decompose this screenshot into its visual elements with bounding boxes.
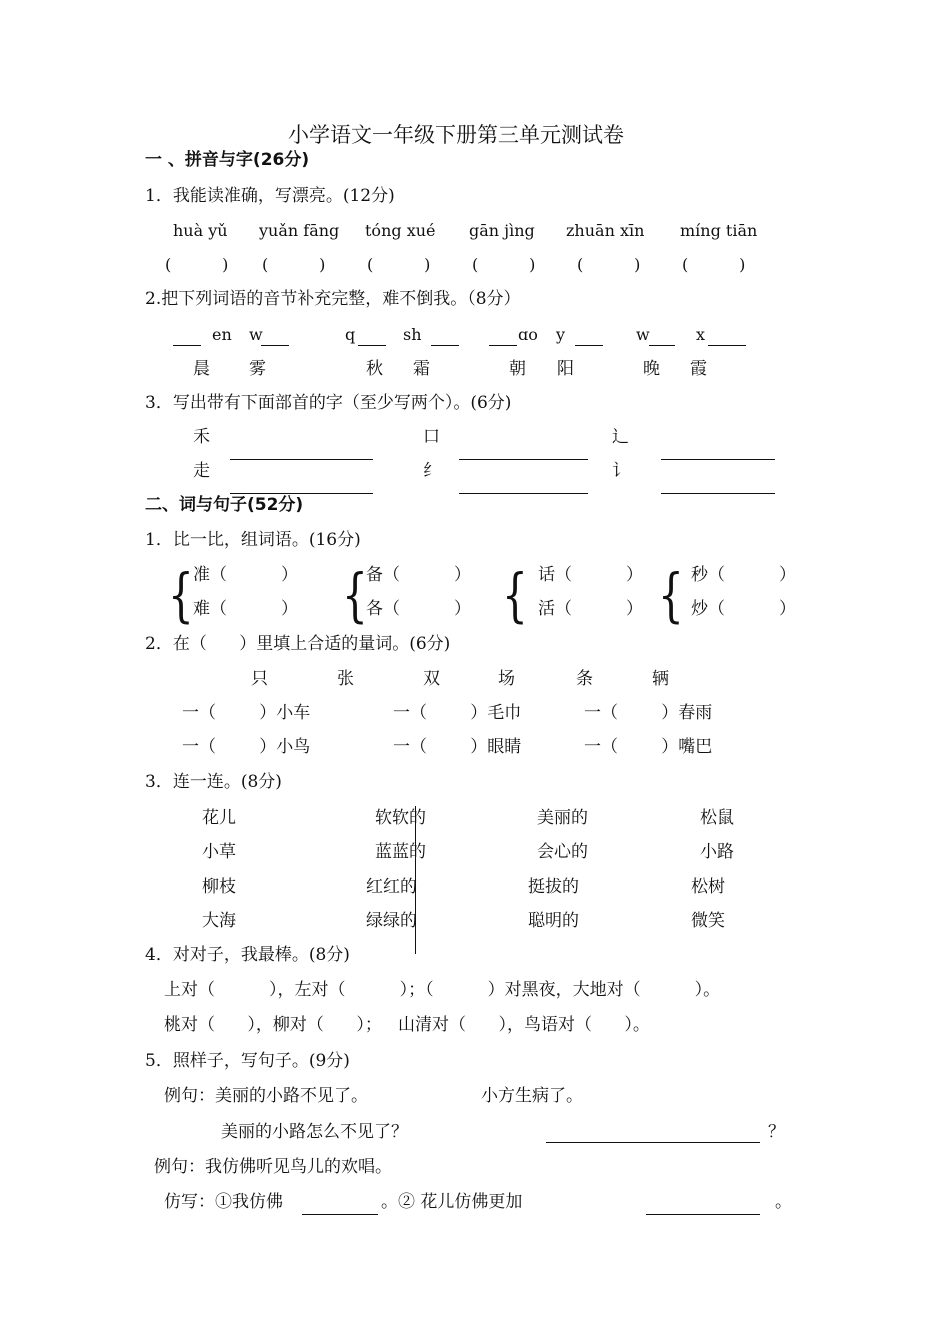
- compare-word[interactable]: 秒（ ）: [691, 565, 797, 585]
- question-mark: ？: [768, 1122, 785, 1142]
- answer-blank-2[interactable]: ( ): [262, 255, 326, 274]
- measure-word-option: 张: [337, 669, 354, 689]
- measure-fill[interactable]: 一（ ）小鸟: [182, 737, 311, 757]
- measure-fill[interactable]: 一（ ）小车: [182, 703, 311, 723]
- word-char: 晨: [193, 359, 210, 379]
- syllable-part: x: [696, 325, 706, 344]
- match-noun[interactable]: 微笑: [691, 911, 725, 931]
- syllable-part: sh: [403, 325, 422, 344]
- match-noun[interactable]: 花儿: [202, 808, 236, 828]
- brace-icon: {: [168, 561, 194, 629]
- syllable-blank[interactable]: [708, 345, 746, 346]
- syllable-part: w: [249, 325, 263, 344]
- pinyin-6: míng tiān: [680, 221, 758, 240]
- brace-icon: {: [502, 561, 528, 629]
- match-adjective[interactable]: 聪明的: [528, 911, 579, 931]
- imitate-answer-line[interactable]: [302, 1214, 378, 1215]
- measure-fill[interactable]: 一（ ）嘴巴: [584, 737, 713, 757]
- measure-word-option: 双: [423, 669, 440, 689]
- imitate-answer-line[interactable]: [646, 1214, 760, 1215]
- q1-1-text: 1．我能读准确，写漂亮。(12分): [145, 186, 395, 206]
- example-sentence-2: 例句：我仿佛听见鸟儿的欢唱。: [154, 1157, 392, 1177]
- word-char: 秋: [366, 359, 383, 379]
- measure-fill[interactable]: 一（ ）眼睛: [393, 737, 522, 757]
- match-noun[interactable]: 大海: [202, 911, 236, 931]
- q2-1-text: 1．比一比，组词语。(16分): [145, 530, 361, 550]
- imitate-prefix: 仿写：①我仿佛: [164, 1192, 283, 1212]
- radical-answer-line[interactable]: [661, 493, 775, 494]
- measure-fill[interactable]: 一（ ）春雨: [584, 703, 713, 723]
- word-char: 晚: [643, 359, 660, 379]
- radical: 辶: [612, 427, 629, 447]
- answer-blank-4[interactable]: ( ): [472, 255, 536, 274]
- pinyin-5: zhuān xīn: [566, 221, 645, 240]
- radical: 口: [423, 427, 440, 447]
- compare-word[interactable]: 备（ ）: [366, 565, 472, 585]
- imitate-second: 。② 花儿仿佛更加: [381, 1192, 523, 1212]
- syllable-blank[interactable]: [489, 345, 517, 346]
- match-noun[interactable]: 松鼠: [700, 808, 734, 828]
- match-adjective[interactable]: 美丽的: [537, 808, 588, 828]
- radical: 讠: [612, 461, 629, 481]
- radical-answer-line[interactable]: [459, 459, 588, 460]
- q2-5-text: 5．照样子，写句子。(9分): [145, 1051, 350, 1071]
- word-char: 霜: [413, 359, 430, 379]
- answer-blank-1[interactable]: ( ): [165, 255, 229, 274]
- measure-fill[interactable]: 一（ ）毛巾: [393, 703, 522, 723]
- couplet-line-2[interactable]: 桃对（ ），柳对（ ）； 山清对（ ），鸟语对（ ）。: [164, 1015, 650, 1035]
- word-char: 霞: [690, 359, 707, 379]
- compare-word[interactable]: 难（ ）: [193, 599, 299, 619]
- syllable-part: ɑo: [518, 325, 538, 344]
- syllable-part: en: [212, 325, 232, 344]
- section1-heading: 一 、拼音与字(26分): [145, 150, 310, 170]
- pinyin-2: yuǎn fāng: [259, 221, 340, 240]
- radical: 纟: [423, 461, 440, 481]
- syllable-blank[interactable]: [649, 345, 675, 346]
- match-adjective[interactable]: 会心的: [537, 842, 588, 862]
- match-adjective[interactable]: 挺拔的: [528, 877, 579, 897]
- syllable-part: q: [345, 325, 356, 344]
- syllable-blank[interactable]: [261, 345, 289, 346]
- pinyin-1: huà yǔ: [173, 221, 228, 240]
- example-sentence-1: 例句：美丽的小路不见了。: [164, 1086, 368, 1106]
- section2-heading: 二、词与句子(52分): [145, 495, 304, 515]
- match-noun[interactable]: 松树: [691, 877, 725, 897]
- syllable-blank[interactable]: [173, 345, 201, 346]
- match-noun[interactable]: 小草: [202, 842, 236, 862]
- radical-answer-line[interactable]: [230, 493, 373, 494]
- sentence-answer-line[interactable]: [546, 1142, 760, 1143]
- compare-word[interactable]: 活（ ）: [538, 599, 644, 619]
- example-transformed: 美丽的小路怎么不见了？: [221, 1122, 408, 1142]
- radical-answer-line[interactable]: [459, 493, 588, 494]
- syllable-blank[interactable]: [358, 345, 386, 346]
- syllable-blank[interactable]: [575, 345, 603, 346]
- radical: 禾: [193, 427, 210, 447]
- syllable-blank[interactable]: [431, 345, 459, 346]
- period-mark: 。: [775, 1192, 792, 1212]
- word-char: 雾: [249, 359, 266, 379]
- radical-answer-line[interactable]: [230, 459, 373, 460]
- radical: 走: [193, 461, 210, 481]
- match-adjective[interactable]: 蓝蓝的: [375, 842, 426, 862]
- match-adjective[interactable]: 红红的: [366, 877, 417, 897]
- q1-2-text: 2.把下列词语的音节补充完整，难不倒我。（8分）: [145, 289, 521, 309]
- pinyin-3: tóng xué: [365, 221, 436, 240]
- radical-answer-line[interactable]: [661, 459, 775, 460]
- match-noun[interactable]: 柳枝: [202, 877, 236, 897]
- measure-word-option: 场: [498, 669, 515, 689]
- match-adjective[interactable]: 绿绿的: [366, 911, 417, 931]
- answer-blank-6[interactable]: ( ): [682, 255, 746, 274]
- syllable-part: w: [636, 325, 650, 344]
- compare-word[interactable]: 炒（ ）: [691, 599, 797, 619]
- measure-word-option: 只: [251, 669, 268, 689]
- compare-word[interactable]: 话（ ）: [538, 565, 644, 585]
- word-char: 朝: [509, 359, 526, 379]
- pinyin-4: gān jìng: [469, 221, 535, 240]
- brace-icon: {: [658, 561, 684, 629]
- answer-blank-3[interactable]: ( ): [367, 255, 431, 274]
- q1-3-text: 3．写出带有下面部首的字（至少写两个）。(6分): [145, 393, 512, 413]
- match-noun[interactable]: 小路: [700, 842, 734, 862]
- exercise-prompt: 小方生病了。: [481, 1086, 583, 1106]
- syllable-part: y: [556, 325, 566, 344]
- brace-icon: {: [342, 561, 368, 629]
- page-title: 小学语文一年级下册第三单元测试卷: [288, 123, 624, 147]
- q2-4-text: 4．对对子，我最棒。(8分): [145, 945, 350, 965]
- compare-word[interactable]: 各（ ）: [366, 599, 472, 619]
- couplet-line-1[interactable]: 上对（ ），左对（ ）；（ ）对黑夜，大地对（ ）。: [164, 980, 721, 1000]
- answer-blank-5[interactable]: ( ): [577, 255, 641, 274]
- word-char: 阳: [557, 359, 574, 379]
- measure-word-option: 条: [576, 669, 593, 689]
- q2-3-text: 3．连一连。(8分): [145, 772, 282, 792]
- q2-2-text: 2．在（ ）里填上合适的量词。(6分): [145, 634, 451, 654]
- match-adjective[interactable]: 软软的: [375, 808, 426, 828]
- compare-word[interactable]: 准（ ）: [193, 565, 299, 585]
- measure-word-option: 辆: [652, 669, 669, 689]
